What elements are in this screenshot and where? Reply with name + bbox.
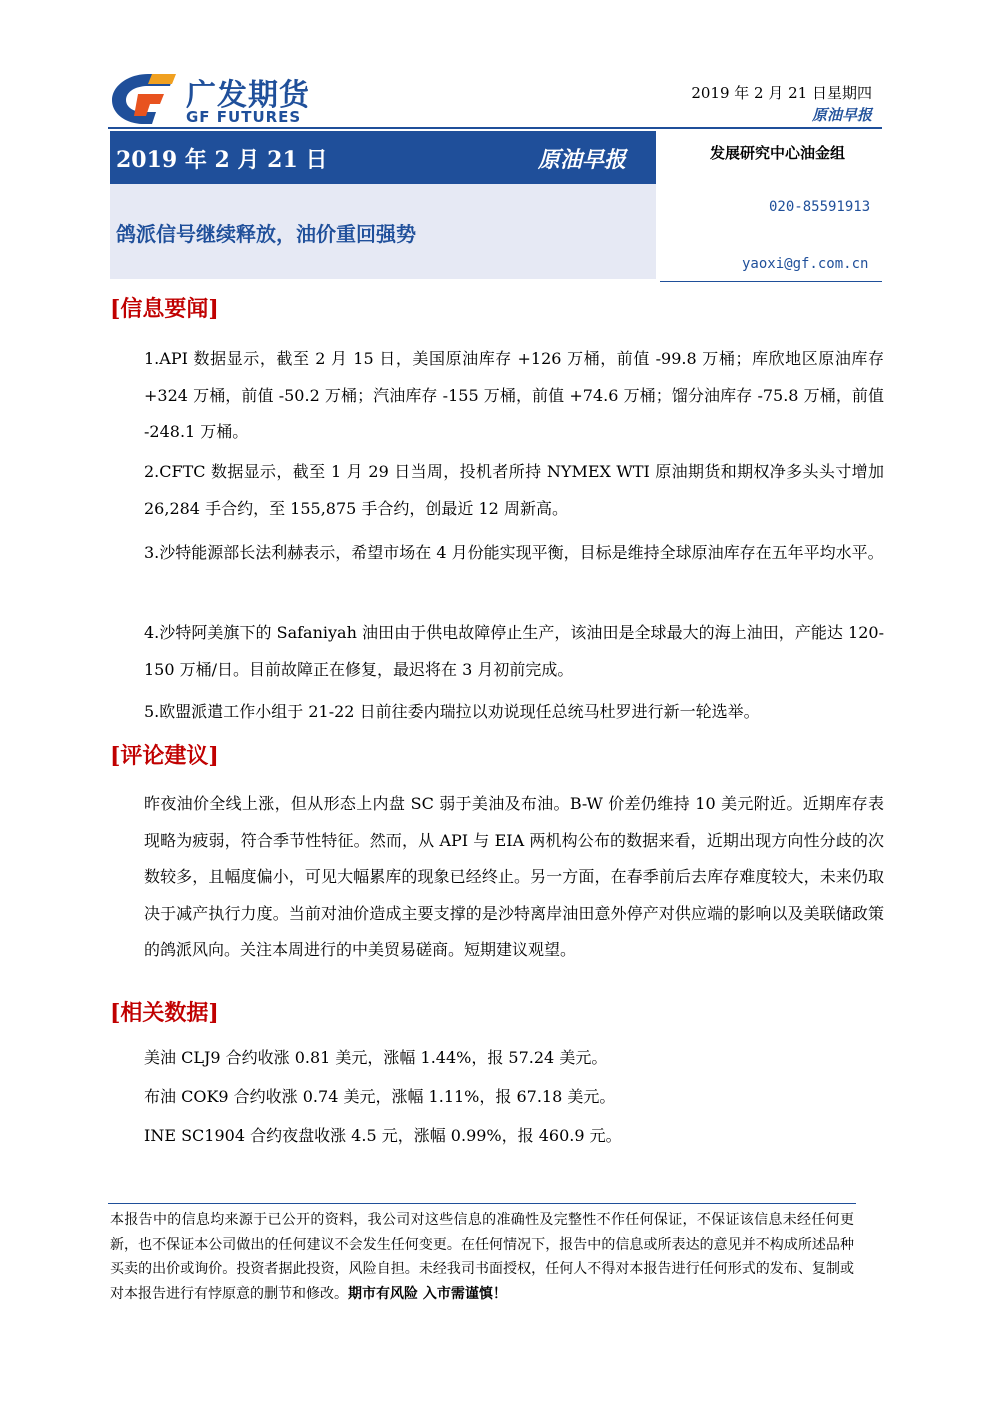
- news-item: 4.沙特阿美旗下的 Safaniyah 油田由于供电故障停止生产，该油田是全球最大的海上油田，产能达 120-150 万桶/日。目前故障正在修复，最迟将在 3 月初前完成。: [144, 623, 884, 679]
- disclaimer-text: 本报告中的信息均来源于已公开的资料，我公司对这些信息的准确性及完整性不作任何保证，不保证该信息未经任何更新，也不保证本公司做出的任何建议不会发生任何变更。在任何情况下，报告中的信息或所表达的意见并不构成所述品种买卖的出价或询价。投资者据此投资，风险自担。未经我司书面授权，任何人不得对本报告进行任何形式的发布、复制或对本报告进行有悖原意的删节和修改。: [110, 1212, 854, 1302]
- research-team: 发展研究中心油金组: [710, 144, 846, 162]
- disclaimer: [110, 1208, 854, 1306]
- section-title-comment: [评论建议]: [110, 743, 219, 769]
- headline: 鸽派信号继续释放，油价重回强势: [116, 222, 416, 246]
- news-item: 3.沙特能源部长法利赫表示，希望市场在 4 月份能实现平衡，目标是维持全球原油库存在五年平均水平。: [144, 543, 884, 562]
- data-item: 美油 CLJ9 合约收涨 0.81 美元，涨幅 1.44%，报 57.24 美元。: [144, 1048, 608, 1067]
- brand-name-cn: 广发期货: [186, 78, 310, 113]
- news-item: 1.API 数据显示，截至 2 月 15 日，美国原油库存 +126 万桶，前值 -99.8 万桶；库欣地区原油库存 +324 万桶，前值 -50.2 万桶；汽油库存 -155 万桶，前值 +74.6 万桶；馏分油库存 -75.8 万桶，前值 -248.1 万桶。: [144, 349, 884, 441]
- comment-text: 昨夜油价全线上涨，但从形态上内盘 SC 弱于美油及布油。B-W 价差仍维持 10 美元附近。近期库存表现略为疲弱，符合季节性特征。然而，从 API 与 EIA 两机构公布的数据来看，近期出现方向性分歧的次数较多，且幅度偏小，可见大幅累库的现象已经终止。另一方面，在春季前后去库存难度较大，未来仍取决于减产执行力度。当前对油价造成主要支撑的是沙特离岸油田意外停产对供应端的影响以及美联储政策的鸽派风向。关注本周进行的中美贸易磋商。短期建议观望。: [144, 794, 884, 959]
- news-item: 2.CFTC 数据显示，截至 1 月 29 日当周，投机者所持 NYMEX WTI 原油期货和期权净多头头寸增加 26,284 手合约，至 155,875 手合约，创最近 12 周新高。: [144, 462, 884, 518]
- header-date: 2019 年 2 月 21 日星期四: [691, 84, 872, 102]
- footer-divider: [108, 1203, 856, 1204]
- header-report-type: 原油早报: [811, 106, 872, 124]
- report-date: 2019 年 2 月 21 日: [116, 147, 328, 173]
- company-logo: [108, 68, 358, 128]
- contact-phone: 020-85591913: [769, 199, 871, 215]
- gf-logo-icon: [108, 68, 180, 128]
- data-item: 布油 COK9 合约收涨 0.74 美元，涨幅 1.11%，报 67.18 美元。: [144, 1087, 616, 1106]
- header-divider: [108, 127, 882, 129]
- data-item: INE SC1904 合约夜盘收涨 4.5 元，涨幅 0.99%，报 460.9 元。: [144, 1126, 622, 1145]
- contact-email[interactable]: yaoxi@gf.com.cn: [742, 256, 869, 272]
- report-type-title: 原油早报: [538, 147, 627, 173]
- risk-warning: 期市有风险 入市需谨慎！: [348, 1285, 507, 1302]
- section-title-news: [信息要闻]: [110, 296, 219, 322]
- section-title-data: [相关数据]: [110, 1000, 219, 1026]
- contact-divider: [660, 281, 882, 282]
- news-item: 5.欧盟派遣工作小组于 21-22 日前往委内瑞拉以劝说现任总统马杜罗进行新一轮选举。: [144, 702, 760, 721]
- brand-name-en: GF FUTURES: [186, 108, 302, 126]
